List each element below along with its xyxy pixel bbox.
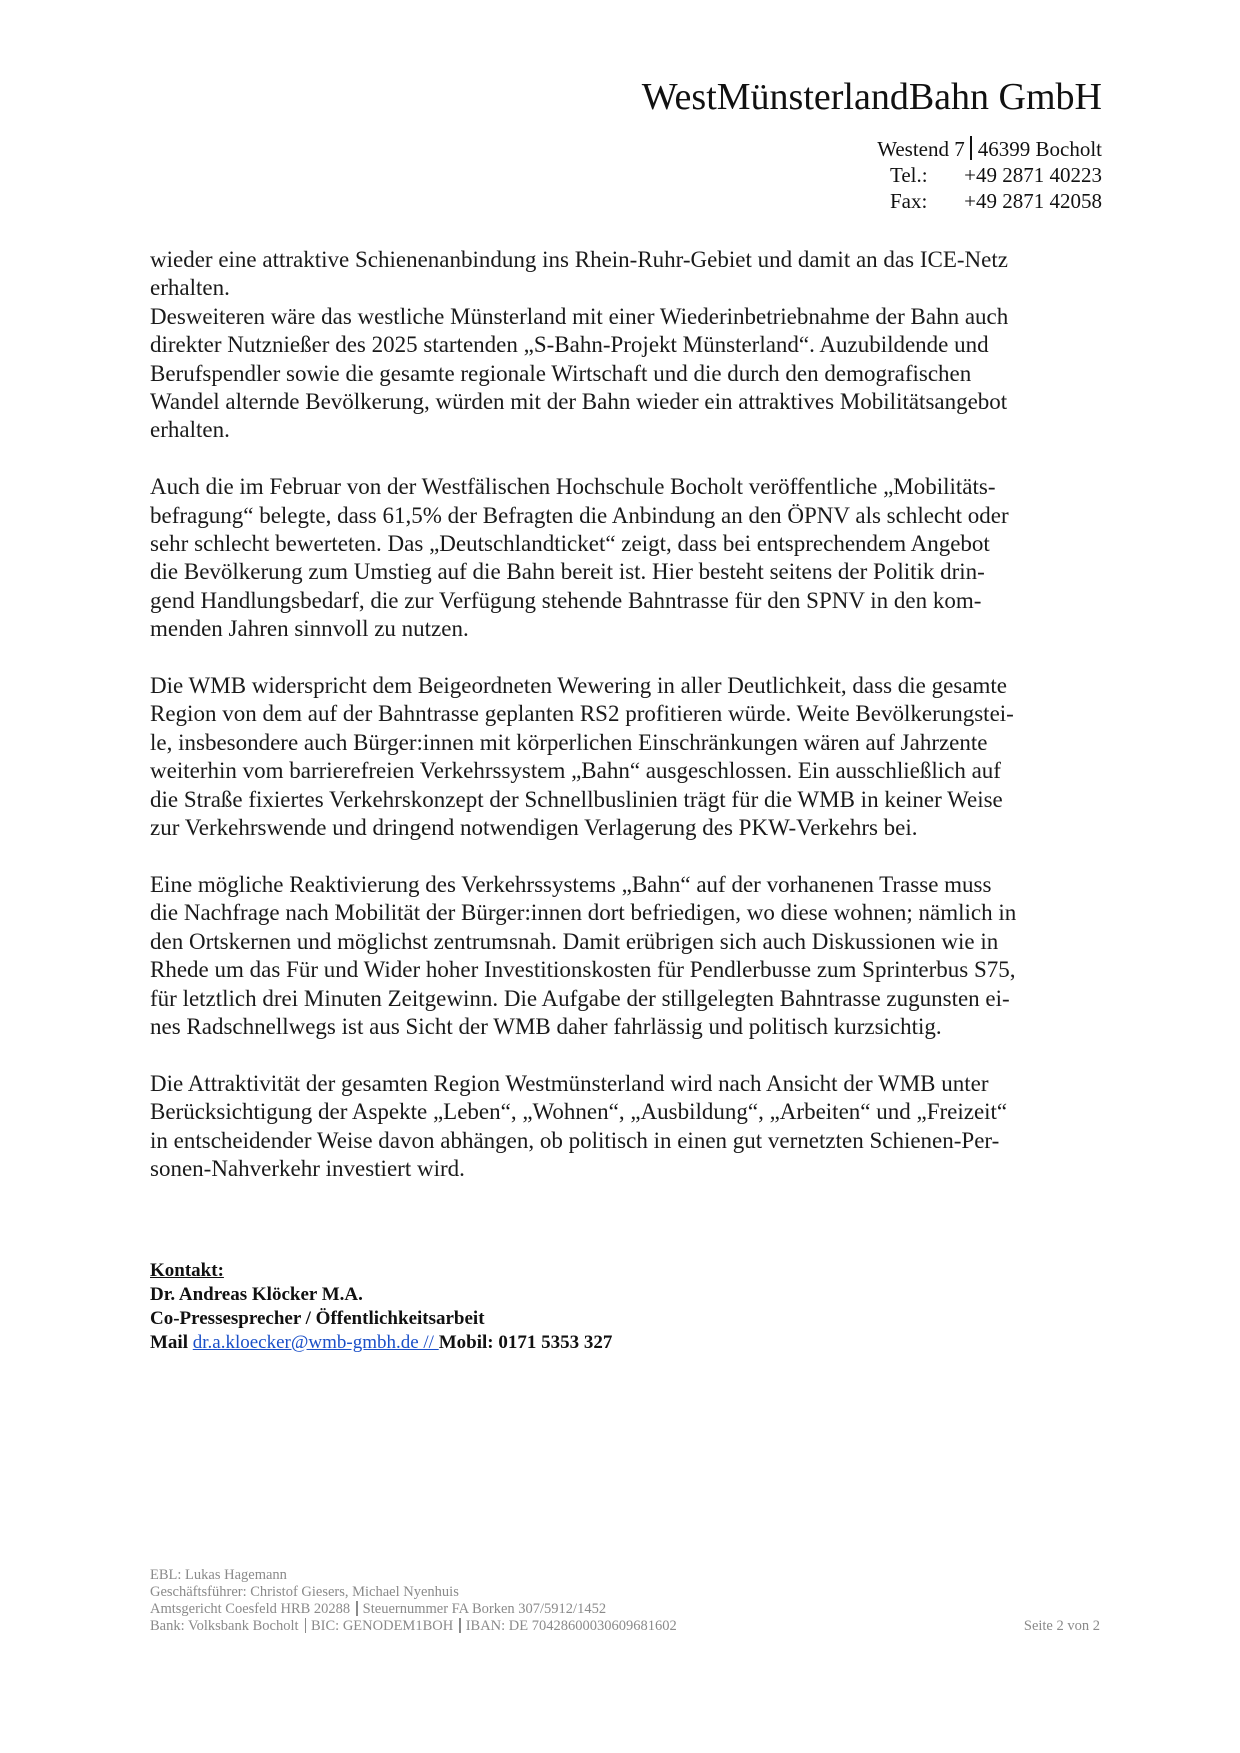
tel-label: Tel.:: [890, 163, 928, 187]
footer-court: Amtsgericht Coesfeld HRB 20288: [150, 1601, 351, 1617]
text-line: Berufspendler sowie die gesamte regionale Wirtschaft und die durch den demografischen: [150, 360, 972, 386]
footer-managers: Geschäftsführer: Christof Giesers, Michael Nyenhuis: [150, 1584, 459, 1600]
contact-heading: Kontakt:: [150, 1260, 224, 1281]
text-line: Die Attraktivität der gesamten Region Westmünsterland wird nach Ansicht der WMB unter: [150, 1070, 989, 1096]
paragraph-3: [150, 473, 1100, 643]
text-line: den Ortskernen und möglichst zentrumsnah. Damit erübrigen sich auch Diskussionen wie in: [150, 928, 999, 954]
footer-bic: BIC: GENODEM1BOH: [311, 1618, 454, 1634]
street: Westend 7: [877, 137, 965, 161]
text-line: Desweiteren wäre das westliche Münsterland mit einer Wiederinbetriebnahme der Bahn auch: [150, 303, 1009, 329]
text-line: le, insbesondere auch Bürger:innen mit körperlichen Einschränkungen wären auf Jahrzente: [150, 729, 988, 755]
text-line: Region von dem auf der Bahntrasse geplanten RS2 profitieren würde. Weite Bevölkerungstei-: [150, 701, 1014, 727]
mobile-number: Mobil: 0171 5353 327: [438, 1332, 613, 1353]
separator-bar: [970, 136, 972, 160]
contact-block: [150, 1259, 1050, 1355]
fax-label: Fax:: [890, 189, 928, 213]
separator-bar: [459, 1618, 461, 1633]
page-footer: [150, 1567, 1100, 1635]
paragraph-1: [150, 246, 1100, 303]
text-line: zur Verkehrswende und dringend notwendigen Verlagerung des PKW-Verkehrs bei.: [150, 815, 918, 841]
contact-line: [150, 1331, 1050, 1355]
text-line: gend Handlungsbedarf, die zur Verfügung stehende Bahntrasse für den SPNV in den kom-: [150, 587, 982, 613]
footer-ebl: EBL: Lukas Hagemann: [150, 1567, 287, 1583]
company-address: [877, 136, 1102, 214]
text-line: die Straße fixiertes Verkehrskonzept der Schnellbuslinien trägt für die WMB in keiner Weise: [150, 786, 1003, 812]
letter-body: [150, 246, 1100, 1212]
text-line: erhalten.: [150, 275, 230, 301]
text-line: weiterhin vom barrierefreien Verkehrssystem „Bahn“ ausgeschlossen. Ein ausschließlich auf: [150, 758, 1001, 784]
text-line: für letztlich drei Minuten Zeitgewinn. Die Aufgabe der stillgelegten Bahntrasse zugunsten ei-: [150, 985, 1010, 1011]
paragraph-2: [150, 303, 1100, 445]
footer-register: [150, 1601, 1100, 1618]
company-name: WestMünsterlandBahn GmbH: [641, 76, 1102, 118]
text-line: Wandel alternde Bevölkerung, würden mit der Bahn wieder ein attraktives Mobilitätsangebot: [150, 389, 1008, 415]
footer-tax: Steuernummer FA Borken 307/5912/1452: [362, 1601, 607, 1617]
tel-value: +49 2871 40223: [964, 163, 1102, 187]
paragraph-6: [150, 1070, 1100, 1184]
text-line: wieder eine attraktive Schienenanbindung ins Rhein-Ruhr-Gebiet und damit an das ICE-Netz: [150, 247, 1008, 272]
paragraph-4: [150, 672, 1100, 842]
text-line: in entscheidender Weise davon abhängen, ob politisch in einen gut vernetzten Schienen-Per-: [150, 1127, 1000, 1153]
contact-name: Dr. Andreas Klöcker M.A.: [150, 1284, 363, 1305]
contact-role: Co-Pressesprecher / Öffentlichkeitsarbeit: [150, 1308, 485, 1329]
text-line: sehr schlecht bewerteten. Das „Deutschlandticket“ zeigt, dass bei entsprechendem Angebot: [150, 531, 990, 557]
tel-line: [877, 162, 1102, 188]
page-number: Seite 2 von 2: [1023, 1618, 1100, 1634]
text-line: Rhede um das Für und Wider hoher Investitionskosten für Pendlerbusse zum Sprinterbus S75,: [150, 957, 1016, 983]
text-line: menden Jahren sinnvoll zu nutzen.: [150, 616, 469, 642]
text-line: sonen-Nahverkehr investiert wird.: [150, 1155, 465, 1181]
text-line: Die WMB widerspricht dem Beigeordneten Wewering in aller Deutlichkeit, dass die gesamte: [150, 673, 1007, 699]
text-line: Auch die im Februar von der Westfälischen Hochschule Bocholt veröffentliche „Mobilitäts-: [150, 474, 996, 500]
street-line: [877, 136, 1102, 162]
text-line: direkter Nutznießer des 2025 startenden „S-Bahn-Projekt Münsterland“. Auzubildende und: [150, 332, 989, 358]
text-line: erhalten.: [150, 417, 230, 443]
city: 46399 Bocholt: [977, 137, 1102, 161]
separator-bar: [356, 1601, 358, 1616]
separator-bar: [305, 1618, 307, 1633]
email-link[interactable]: dr.a.kloecker@wmb-gmbh.de //: [192, 1332, 439, 1353]
text-line: nes Radschnellwegs ist aus Sicht der WMB daher fahrlässig und politisch kurzsichtig.: [150, 1013, 942, 1039]
fax-value: +49 2871 42058: [964, 189, 1102, 213]
footer-bank: Bank: Volksbank Bocholt: [150, 1618, 299, 1634]
footer-iban: IBAN: DE 70428600030609681602: [465, 1618, 677, 1634]
footer-bank-line: [150, 1618, 1100, 1635]
text-line: befragung“ belegte, dass 61,5% der Befragten die Anbindung an den ÖPNV als schlecht oder: [150, 502, 1009, 528]
text-line: Berücksichtigung der Aspekte „Leben“, „Wohnen“, „Ausbildung“, „Arbeiten“ und „Freizeit“: [150, 1099, 1008, 1125]
text-line: die Bevölkerung zum Umstieg auf die Bahn bereit ist. Hier besteht seitens der Politik drin-: [150, 559, 985, 585]
mail-label: Mail: [150, 1332, 188, 1353]
text-line: die Nachfrage nach Mobilität der Bürger:innen dort befriedigen, wo diese wohnen; nämlich in: [150, 900, 1017, 926]
fax-line: [877, 188, 1102, 214]
text-line: Eine mögliche Reaktivierung des Verkehrssystems „Bahn“ auf der vorhanenen Trasse muss: [150, 871, 992, 897]
paragraph-5: [150, 871, 1100, 1041]
